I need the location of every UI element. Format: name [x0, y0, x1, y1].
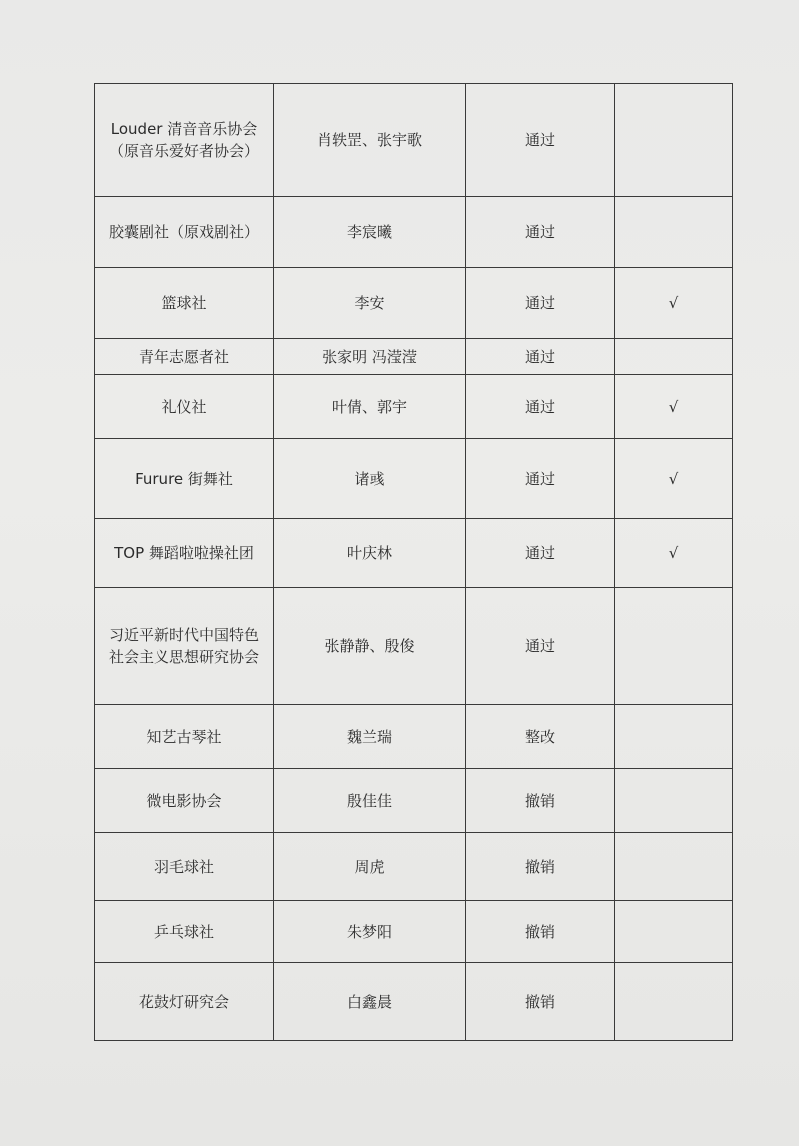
club-name-cell: [95, 439, 274, 519]
check-mark-cell: [615, 84, 733, 197]
club-name: 乒乓球社: [153, 922, 214, 941]
club-name: 篮球社: [161, 294, 207, 312]
leader-cell: 肖轶罡、张宇歌: [274, 84, 466, 197]
result-cell: 整改: [466, 705, 615, 769]
club-name-cell: [95, 705, 274, 769]
result-cell: 通过: [466, 84, 615, 197]
table-row: [95, 963, 733, 1041]
table-row: [95, 901, 733, 963]
result-cell: 通过: [466, 197, 615, 268]
check-mark-cell: [615, 963, 733, 1041]
table-row: [95, 375, 733, 439]
club-name-cell: [95, 588, 274, 705]
club-name-cell: [95, 197, 274, 268]
check-mark-cell: [615, 769, 733, 833]
result-cell: 撤销: [466, 901, 615, 963]
leader-cell: 叶庆林: [274, 519, 466, 588]
club-name-cell: [95, 901, 274, 963]
club-name: 习近平新时代中国特色 社会主义思想研究协会: [108, 626, 259, 666]
check-mark-cell: [615, 588, 733, 705]
leader-cell: 周虎: [274, 833, 466, 901]
table-row: [95, 769, 733, 833]
table-row: [95, 439, 733, 519]
leader-cell: 殷佳佳: [274, 769, 466, 833]
club-name-cell: [95, 375, 274, 439]
result-cell: 撤销: [466, 833, 615, 901]
result-cell: 通过: [466, 439, 615, 519]
check-mark-cell: [615, 901, 733, 963]
leader-cell: 张静静、殷俊: [274, 588, 466, 705]
club-name-cell: [95, 84, 274, 197]
leader-cell: 李安: [274, 268, 466, 339]
table-row: [95, 197, 733, 268]
result-cell: 通过: [466, 375, 615, 439]
table-row: [95, 705, 733, 769]
result-cell: 通过: [466, 339, 615, 375]
club-name: 青年志愿者社: [138, 347, 229, 366]
table-row: [95, 519, 733, 588]
club-name: 礼仪社: [161, 397, 207, 416]
club-name: 胶囊剧社（原戏剧社）: [108, 223, 259, 241]
table-row: [95, 84, 733, 197]
check-mark-cell: [615, 833, 733, 901]
club-name-cell: [95, 833, 274, 901]
leader-cell: 李宸曦: [274, 197, 466, 268]
result-cell: 通过: [466, 588, 615, 705]
table-row: [95, 833, 733, 901]
club-name-cell: [95, 963, 274, 1041]
club-name-cell: [95, 519, 274, 588]
leader-cell: 诸彧: [274, 439, 466, 519]
check-mark-cell: √: [615, 439, 733, 519]
check-mark-cell: [615, 339, 733, 375]
club-name: Louder 清音音乐协会 （原音乐爱好者协会）: [108, 120, 259, 160]
leader-cell: 白鑫晨: [274, 963, 466, 1041]
check-mark-cell: √: [615, 519, 733, 588]
check-mark-cell: √: [615, 268, 733, 339]
club-name-cell: [95, 268, 274, 339]
leader-cell: 张家明 冯滢滢: [274, 339, 466, 375]
club-review-table: [94, 83, 733, 1041]
club-name: Furure 街舞社: [135, 469, 233, 488]
check-mark-cell: [615, 197, 733, 268]
club-name-cell: [95, 339, 274, 375]
leader-cell: 朱梦阳: [274, 901, 466, 963]
club-name-cell: [95, 769, 274, 833]
table-row: [95, 268, 733, 339]
check-mark-cell: [615, 705, 733, 769]
club-name: 微电影协会: [146, 791, 222, 810]
check-mark-cell: √: [615, 375, 733, 439]
club-name: 羽毛球社: [153, 857, 214, 876]
result-cell: 撤销: [466, 963, 615, 1041]
leader-cell: 叶倩、郭宇: [274, 375, 466, 439]
club-name: 知艺古琴社: [146, 727, 222, 746]
table-row: [95, 339, 733, 375]
leader-cell: 魏兰瑞: [274, 705, 466, 769]
club-name: 花鼓灯研究会: [138, 992, 229, 1011]
club-name: TOP 舞蹈啦啦操社团: [114, 544, 254, 562]
table-row: [95, 588, 733, 705]
result-cell: 通过: [466, 268, 615, 339]
result-cell: 通过: [466, 519, 615, 588]
result-cell: 撤销: [466, 769, 615, 833]
